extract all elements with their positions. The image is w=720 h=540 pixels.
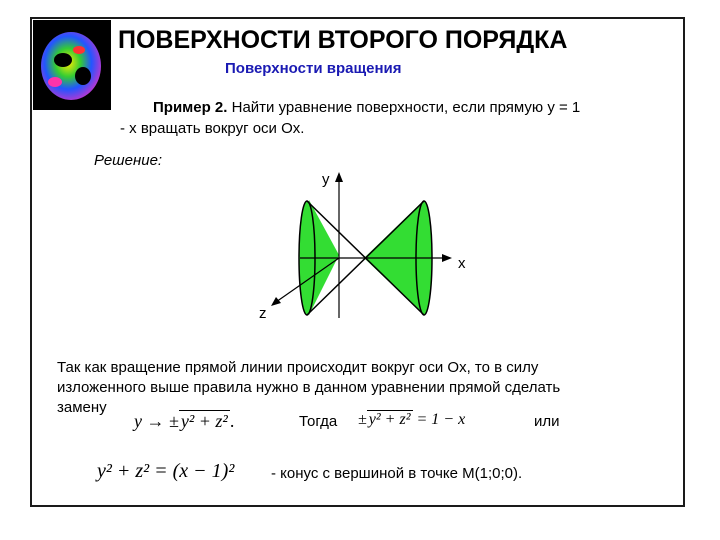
example-text-2: - x вращать вокруг оси Ox. <box>120 120 305 137</box>
formula-cone-2 <box>97 460 234 483</box>
formula-1-radicand: y² + z² <box>180 411 228 431</box>
page-subtitle: Поверхности вращения <box>225 60 402 77</box>
then-label: Тогда <box>299 413 338 430</box>
formula-2-left: ± <box>358 411 367 428</box>
axis-x-label: x <box>458 255 466 272</box>
formula-1-end: . <box>229 411 235 431</box>
solution-label: Решение: <box>94 152 163 169</box>
formula-1-left: y → ± <box>134 411 179 431</box>
cone-note: - конус с вершиной в точке M(1;0;0). <box>271 465 523 482</box>
page-title: ПОВЕРХНОСТИ ВТОРОГО ПОРЯДКА <box>118 26 568 54</box>
example-text-1: Найти уравнение поверхности, если прямую y = 1 <box>227 99 581 116</box>
axis-z-label: z <box>259 305 267 322</box>
formula-2-right: = 1 − x <box>412 411 466 428</box>
example-head: Пример 2. <box>153 99 228 116</box>
formula-2-radicand: y² + z² <box>368 411 411 428</box>
paragraph-line-3: замену <box>57 399 107 416</box>
or-label: или <box>534 413 560 430</box>
paragraph-line-1: Так как вращение прямой линии происходит вокруг оси Ox, то в силу <box>57 359 539 376</box>
formula-3: y² + z² = (x − 1)² <box>97 460 235 482</box>
explanation-paragraph <box>57 358 682 418</box>
axis-y-label: y <box>322 171 330 188</box>
formula-cone-1 <box>358 410 465 429</box>
formula-substitution <box>134 410 234 432</box>
paragraph-line-2: изложенного выше правила нужно в данном уравнении прямой сделать <box>57 379 561 396</box>
